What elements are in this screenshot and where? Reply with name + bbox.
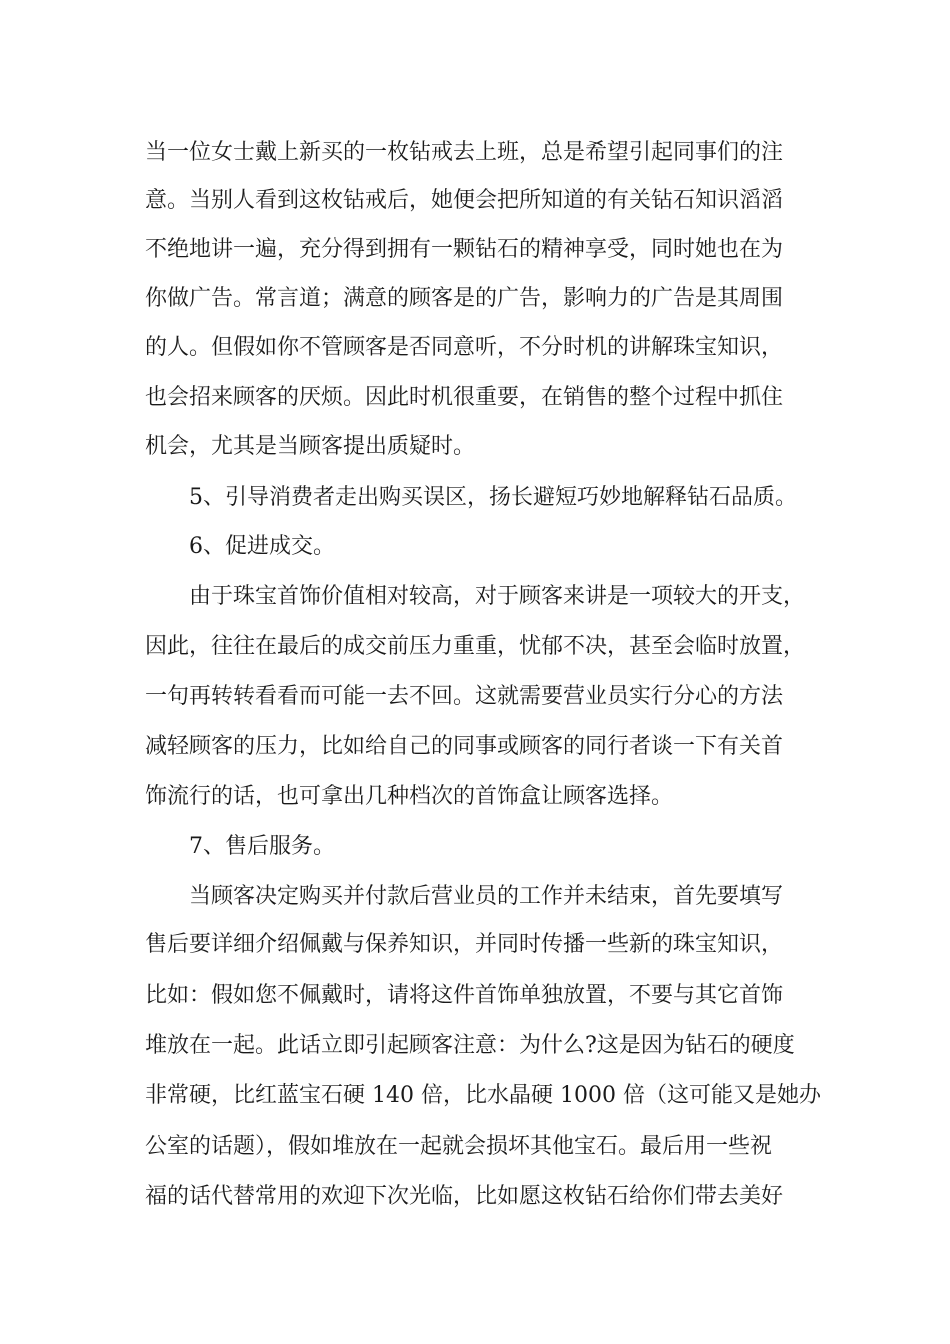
text-line: 意。当别人看到这枚钻戒后，她便会把所知道的有关钻石知识滔滔	[145, 188, 784, 213]
text-line: 的人。但假如你不管顾客是否同意听，不分时机的讲解珠宝知识，	[145, 335, 784, 360]
text-line: 因此，往往在最后的成交前压力重重，忧郁不决，甚至会临时放置，	[145, 634, 806, 659]
text-line: 比如：假如您不佩戴时，请将这件首饰单独放置，不要与其它首饰	[145, 983, 784, 1008]
numbered-item-7: 7、售后服务。	[189, 834, 335, 859]
text-line: 减轻顾客的压力，比如给自己的同事或顾客的同行者谈一下有关首	[145, 734, 784, 759]
text-line: 公室的话题），假如堆放在一起就会损坏其他宝石。最后用一些祝	[145, 1134, 773, 1159]
text-line: 一句再转转看看而可能一去不回。这就需要营业员实行分心的方法	[145, 684, 784, 709]
text-line: 非常硬，比红蓝宝石硬 140 倍，比水晶硬 1000 倍（这可能又是她办	[145, 1083, 821, 1108]
text-line: 你做广告。常言道；满意的顾客是的广告，影响力的广告是其周围	[145, 286, 784, 311]
text-line: 饰流行的话，也可拿出几种档次的首饰盒让顾客选择。	[145, 784, 674, 809]
text-line: 不绝地讲一遍，充分得到拥有一颗钻石的精神享受，同时她也在为	[145, 237, 784, 262]
paragraph-first-line: 当顾客决定购买并付款后营业员的工作并未结束，首先要填写	[189, 884, 784, 909]
numbered-item-6: 6、促进成交。	[189, 534, 335, 559]
text-line: 机会，尤其是当顾客提出质疑时。	[145, 434, 476, 459]
text-line: 当一位女士戴上新买的一枚钻戒去上班，总是希望引起同事们的注	[145, 140, 784, 165]
text-line: 堆放在一起。此话立即引起顾客注意：为什么?这是因为钻石的硬度	[145, 1033, 795, 1058]
text-line: 也会招来顾客的厌烦。因此时机很重要，在销售的整个过程中抓住	[145, 385, 784, 410]
text-line: 福的话代替常用的欢迎下次光临，比如愿这枚钻石给你们带去美好	[145, 1184, 784, 1209]
numbered-item-5: 5、引导消费者走出购买误区，扬长避短巧妙地解释钻石品质。	[189, 485, 797, 510]
text-line: 售后要详细介绍佩戴与保养知识，并同时传播一些新的珠宝知识，	[145, 932, 784, 957]
paragraph-first-line: 由于珠宝首饰价值相对较高，对于顾客来讲是一项较大的开支，	[189, 584, 806, 609]
